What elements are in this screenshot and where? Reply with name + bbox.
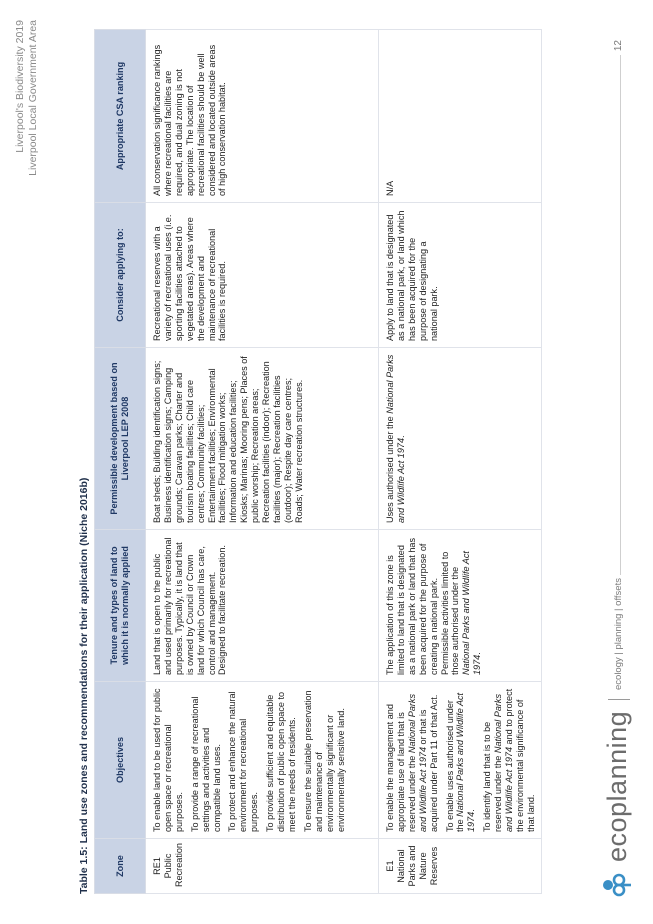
objective-item: To enable the management and appropriate use of land that is reserved under the National Parks and Wildlife Act 1974 or that is acquired under Part 11 of that Act. bbox=[385, 693, 439, 832]
tenure-cell: Land that is open to the public and used primarily for recreational purposes. Typically, it is land that is owned by Council or Crown land for which Council has care, control and management. Designed to facilitate recreation. bbox=[146, 530, 379, 682]
tenure-cell: The application of this zone is limited to land that is designated as a national park or land that has been acquired for the purpose of creating a national park. Permissible activities limited to those authorised under the National Parks and Wildlife Act 1974. bbox=[379, 530, 542, 682]
objective-item: To enable land to be used for public open space or recreational purposes. bbox=[152, 688, 184, 832]
col-header-csa: Appropriate CSA ranking bbox=[95, 30, 146, 203]
objective-item: To identify land that is to be reserved under the National Parks and Wildlife Act 1974 and to protect the environmental significance of that land. bbox=[482, 688, 536, 832]
header-subtitle: Liverpool Local Government Area bbox=[27, 20, 39, 176]
objective-item: To protect and enhance the natural environment for recreational purposes. bbox=[227, 691, 260, 832]
table-header-row bbox=[95, 30, 146, 894]
footer-rule bbox=[620, 55, 621, 575]
brand-tagline: ecology | planning | offsets bbox=[613, 578, 624, 690]
col-header-consider: Consider applying to: bbox=[95, 203, 146, 348]
col-header-objectives: Objectives bbox=[95, 682, 146, 839]
zone-cell: RE1 Public Recreation bbox=[146, 839, 379, 894]
consider-cell: Apply to land that is designated as a national park, or land which has been acquired for the purpose of designating a national park. bbox=[379, 203, 542, 348]
header-title: Liverpool's Biodiversity 2019 bbox=[14, 20, 26, 153]
col-header-zone: Zone bbox=[95, 839, 146, 894]
consider-cell: Recreational reserves with a variety of recreational uses (i.e. sporting facilities attached to vegetated areas). Areas where the development and maintenance of recreational facilities is required. bbox=[146, 203, 379, 348]
ecoplanning-logo-icon bbox=[602, 870, 632, 900]
brand-divider bbox=[608, 699, 630, 700]
csa-cell: N/A bbox=[379, 30, 542, 203]
page-footer bbox=[600, 20, 640, 900]
land-use-zones-table bbox=[94, 29, 542, 894]
zone-cell: E1 National Parks and Nature Reserves bbox=[379, 839, 542, 894]
col-header-tenure: Tenure and types of land to which it is normally applied bbox=[95, 530, 146, 682]
objectives-cell bbox=[146, 682, 379, 839]
objective-item: To ensure the suitable preservation and maintenance of environmentally significant or environmentally sensitive land. bbox=[302, 690, 346, 832]
permissible-cell: Uses authorised under the National Parks and Wildlife Act 1974. bbox=[379, 348, 542, 530]
objective-item: To provide a range of recreational settings and activities and compatible land uses. bbox=[189, 696, 222, 832]
objective-item: To provide sufficient and equitable distribution of public open space to meet the needs of residents. bbox=[265, 691, 297, 832]
table-row bbox=[379, 30, 542, 894]
col-header-permissible: Permissible development based on Liverpool LEP 2008 bbox=[95, 348, 146, 530]
csa-cell: All conservation significance rankings where recreational facilities are required, and dual zoning is not appropriate. The location of recreational facilities should be well considered and located outside areas of high conservation habitat. bbox=[146, 30, 379, 203]
table-caption: Table 1.5: Land use zones and recommendations for their application (Niche 2016b) bbox=[78, 477, 90, 894]
document-header bbox=[14, 20, 40, 176]
table-row bbox=[146, 30, 379, 894]
objective-item: To enable uses authorised under the National Parks and Wildlife Act 1974. bbox=[444, 692, 477, 832]
page-number: 12 bbox=[613, 40, 624, 52]
brand-name: ecoplanning bbox=[602, 710, 632, 862]
objectives-cell bbox=[379, 682, 542, 839]
permissible-cell: Boat sheds; Building identification signs; Business identification signs; Camping grounds; Caravan parks; Charter and tourism boating facilities; Child care centres; Community facilities; Entertainment facilities; Environmental facilities; Flood mitigation works; Information and education facilities; Kiosks; Marinas; Mooring pens; Places of public worship; Recreation areas; Recreation facilities (indoor); Recreation facilities (major); Recreation facilities (outdoor); Respite day care centres; Roads; Water recreation structures. bbox=[146, 348, 379, 530]
